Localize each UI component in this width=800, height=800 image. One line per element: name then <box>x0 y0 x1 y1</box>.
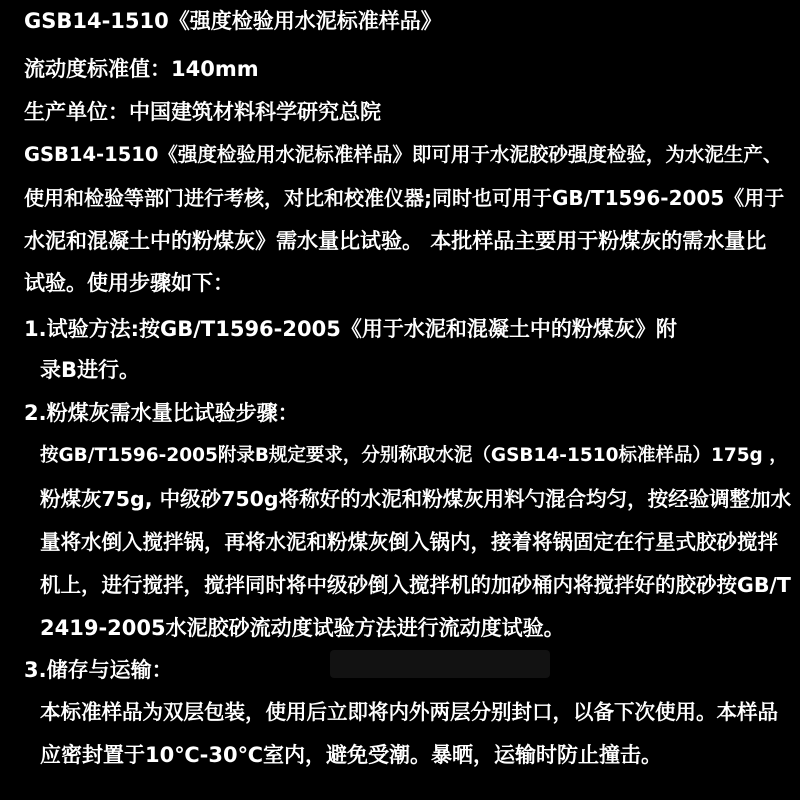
faint-watermark <box>330 650 550 678</box>
test-steps-body-line: 2419-2005水泥胶砂流动度试验方法进行流动度试验。 <box>40 616 565 640</box>
description-line: 水泥和混凝土中的粉煤灰》需水量比试验。 本批样品主要用于粉煤灰的需水量比 <box>24 229 767 253</box>
section-test-steps: 2.粉煤灰需水量比试验步骤： <box>24 401 299 425</box>
storage-body-line: 应密封置于10℃-30℃室内，避免受潮。暴晒，运输时防止撞击。 <box>40 743 663 767</box>
test-steps-body-line: 机上，进行搅拌，搅拌同时将中级砂倒入搅拌机的加砂桶内将搅拌好的胶砂按GB/T <box>40 573 791 597</box>
test-steps-body-line: 粉煤灰75g, 中级砂750g将称好的水泥和粉煤灰用料勺混合均匀，按经验调整加水 <box>40 487 792 511</box>
section-test-method-body: 录B进行。 <box>40 358 141 382</box>
test-steps-body-line: 按GB/T1596-2005附录B规定要求，分别称取水泥（GSB14-1510标准样品）175g ， <box>40 445 788 466</box>
description-line: 试验。使用步骤如下： <box>24 271 234 295</box>
description-line: 使用和检验等部门进行考核，对比和校准仪器;同时也可用于GB/T1596-2005《用于 <box>24 186 785 210</box>
manufacturer: 生产单位：中国建筑材料科学研究总院 <box>24 100 381 124</box>
storage-body-line: 本标准样品为双层包装，使用后立即将内外两层分别封口，以备下次使用。本样品 <box>40 700 778 724</box>
section-test-method: 1.试验方法:按GB/T1596-2005《用于水泥和混凝土中的粉煤灰》附 <box>24 317 677 341</box>
document-title: GSB14-1510《强度检验用水泥标准样品》 <box>24 9 442 33</box>
description-line: GSB14-1510《强度检验用水泥标准样品》即可用于水泥胶砂强度检验，为水泥生产、 <box>24 143 783 166</box>
section-storage: 3.储存与运输： <box>24 658 173 682</box>
test-steps-body-line: 量将水倒入搅拌锅，再将水泥和粉煤灰倒入锅内，接着将锅固定在行星式胶砂搅拌 <box>40 530 778 554</box>
flow-standard-value: 流动度标准值：140mm <box>24 57 259 81</box>
